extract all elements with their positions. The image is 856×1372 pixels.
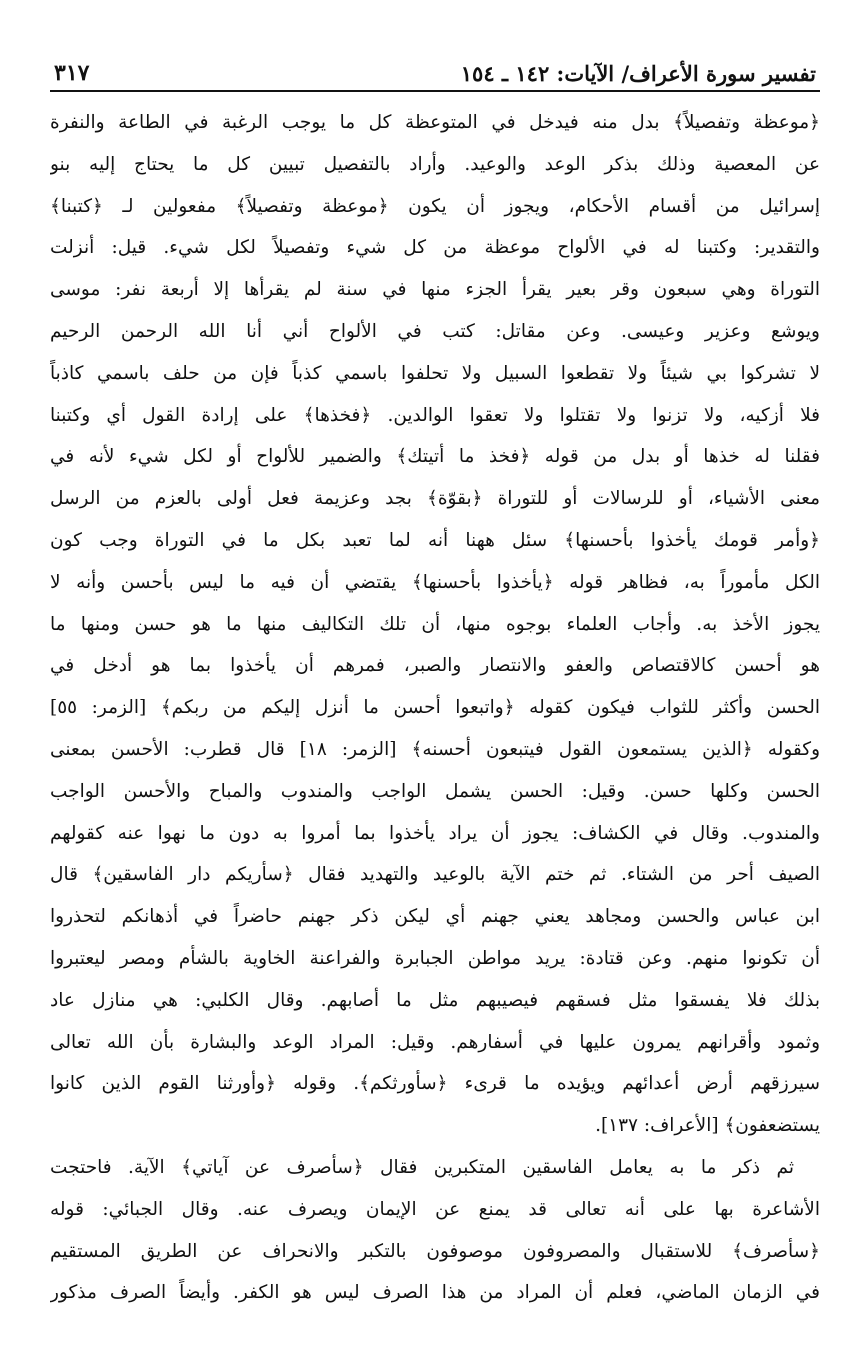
page-body — [50, 102, 820, 1314]
text-line: فلا أزكيه، ولا تزنوا ولا تقتلوا ولا تعقوا الوالدين. ﴿فخذها﴾ على إرادة القول أي وكتبنا — [50, 404, 820, 426]
book-page — [50, 48, 820, 1314]
text-line: ﴿وأمر قومك يأخذوا بأحسنها﴾ سئل ههنا أنه لما تعبد بكل ما في التوراة وجب كون — [50, 529, 820, 551]
text-line: عن المعصية وذلك بذكر الوعد والوعيد. وأراد بالتفصيل تبيين كل ما يحتاج إليه بنو — [50, 153, 820, 175]
text-line: في الزمان الماضي، فعلم أن المراد من هذا الصرف ليس هو الكفر. وأيضاً الصرف مذكور — [50, 1282, 820, 1304]
text-line: الحسن وأكثر للثواب فيكون كقوله ﴿واتبعوا أحسن ما أنزل إليكم من ربكم﴾ [الزمر: ٥٥] — [50, 697, 820, 719]
text-line: والتقدير: وكتبنا له في الألواح موعظة من كل شيء وتفصيلاً لكل شيء. قيل: أنزلت — [50, 237, 820, 259]
text-line: سيرزقهم أرض أعدائهم ويؤيده ما قرىء ﴿سأورثكم﴾. وقوله ﴿وأورثنا القوم الذين كانوا — [50, 1073, 820, 1095]
text-line: الأشاعرة بها على أنه تعالى قد يمنع عن الإيمان ويصرف عنه. وقال الجبائي: قوله — [50, 1198, 820, 1220]
text-line: يجوز الأخذ به. وأجاب العلماء بوجوه منها، أن تلك التكاليف منها ما هو حسن ومنها ما — [50, 613, 820, 635]
text-line: معنى الأشياء، أو للرسالات أو للتوراة ﴿بقوّة﴾ بجد وعزيمة فعل أولى بالعزم من الرسل — [50, 488, 820, 510]
text-line: الحسن وكلها حسن. وقيل: الحسن يشمل الواجب والمندوب والمباح والأحسن الواجب — [50, 780, 820, 802]
text-line: ويوشع وعزير وعيسى. وعن مقاتل: كتب في الألواح أني أنا الله الرحمن الرحيم — [50, 320, 820, 342]
text-line: ﴿موعظة وتفصيلاً﴾ بدل منه فيدخل في المتوعظة كل ما يوجب الرغبة في الطاعة والنفرة — [50, 112, 820, 133]
running-title: تفسير سورة الأعراف/ الآيات: ١٤٢ ـ ١٥٤ — [460, 61, 816, 86]
text-line: ﴿سأصرف﴾ للاستقبال والمصروفون موصوفون بالتكبر والانحراف عن الطريق المستقيم — [50, 1240, 820, 1262]
page-number: ٣١٧ — [54, 60, 90, 86]
text-line: والمندوب. وقال في الكشاف: يجوز أن يراد يأخذوا بما أمروا به دون ما نهوا عنه كقولهم — [50, 822, 820, 844]
paragraph-1 — [50, 102, 820, 1147]
text-line: إسرائيل من أقسام الأحكام، ويجوز أن يكون ﴿موعظة وتفصيلاً﴾ مفعولين لـ ﴿كتبنا﴾ — [50, 195, 820, 217]
text-line: يستضعفون﴾ [الأعراف: ١٣٧]. — [595, 1115, 820, 1137]
text-line: بذلك فلا يفسقوا مثل فسقهم فيصيبهم مثل ما أصابهم. وقال الكلبي: هي منازل عاد — [50, 989, 820, 1011]
text-line: وثمود وأقرانهم يمرون عليها في أسفارهم. وقيل: المراد الوعد والبشارة بأن الله تعالى — [50, 1031, 820, 1053]
text-line: لا تشركوا بي شيئاً ولا تقطعوا السبيل ولا تحلفوا باسمي كذباً فإن من حلف باسمي كاذباً — [50, 362, 820, 384]
page-header — [50, 48, 820, 92]
text-line: وكقوله ﴿الذين يستمعون القول فيتبعون أحسنه﴾ [الزمر: ١٨] قال قطرب: الأحسن بمعنى — [50, 738, 820, 760]
paragraph-2 — [50, 1147, 820, 1314]
text-line: ثم ذكر ما به يعامل الفاسقين المتكبرين فقال ﴿سأصرف عن آياتي﴾ الآية. فاحتجت — [50, 1156, 794, 1178]
text-line: الكل مأموراً به، فظاهر قوله ﴿يأخذوا بأحسنها﴾ يقتضي أن فيه ما ليس بأحسن وأنه لا — [50, 571, 820, 593]
text-line: ابن عباس والحسن ومجاهد يعني جهنم أي ليكن ذكر جهنم حاضراً في أذهانكم لتحذروا — [50, 906, 820, 928]
text-line: الصيف أحر من الشتاء. ثم ختم الآية بالوعيد والتهديد فقال ﴿سأريكم دار الفاسقين﴾ قال — [50, 864, 820, 886]
text-line: التوراة وهي سبعون وقر بعير يقرأ الجزء منها في سنة لم يقرأها إلا أربعة نفر: موسى — [50, 279, 820, 301]
text-line: أن تكونوا منهم. وعن قتادة: يريد مواطن الجبابرة والفراعنة الخاوية بالشأم ومصر ليعتبروا — [50, 947, 820, 969]
text-line: فقلنا له خذها أو بدل من قوله ﴿فخذ ما أتيتك﴾ والضمير للألواح أو لكل شيء لأنه في — [50, 446, 820, 468]
text-line: هو أحسن كالاقتصاص والعفو والانتصار والصبر، فمرهم أن يأخذوا بما هو أدخل في — [50, 655, 820, 677]
